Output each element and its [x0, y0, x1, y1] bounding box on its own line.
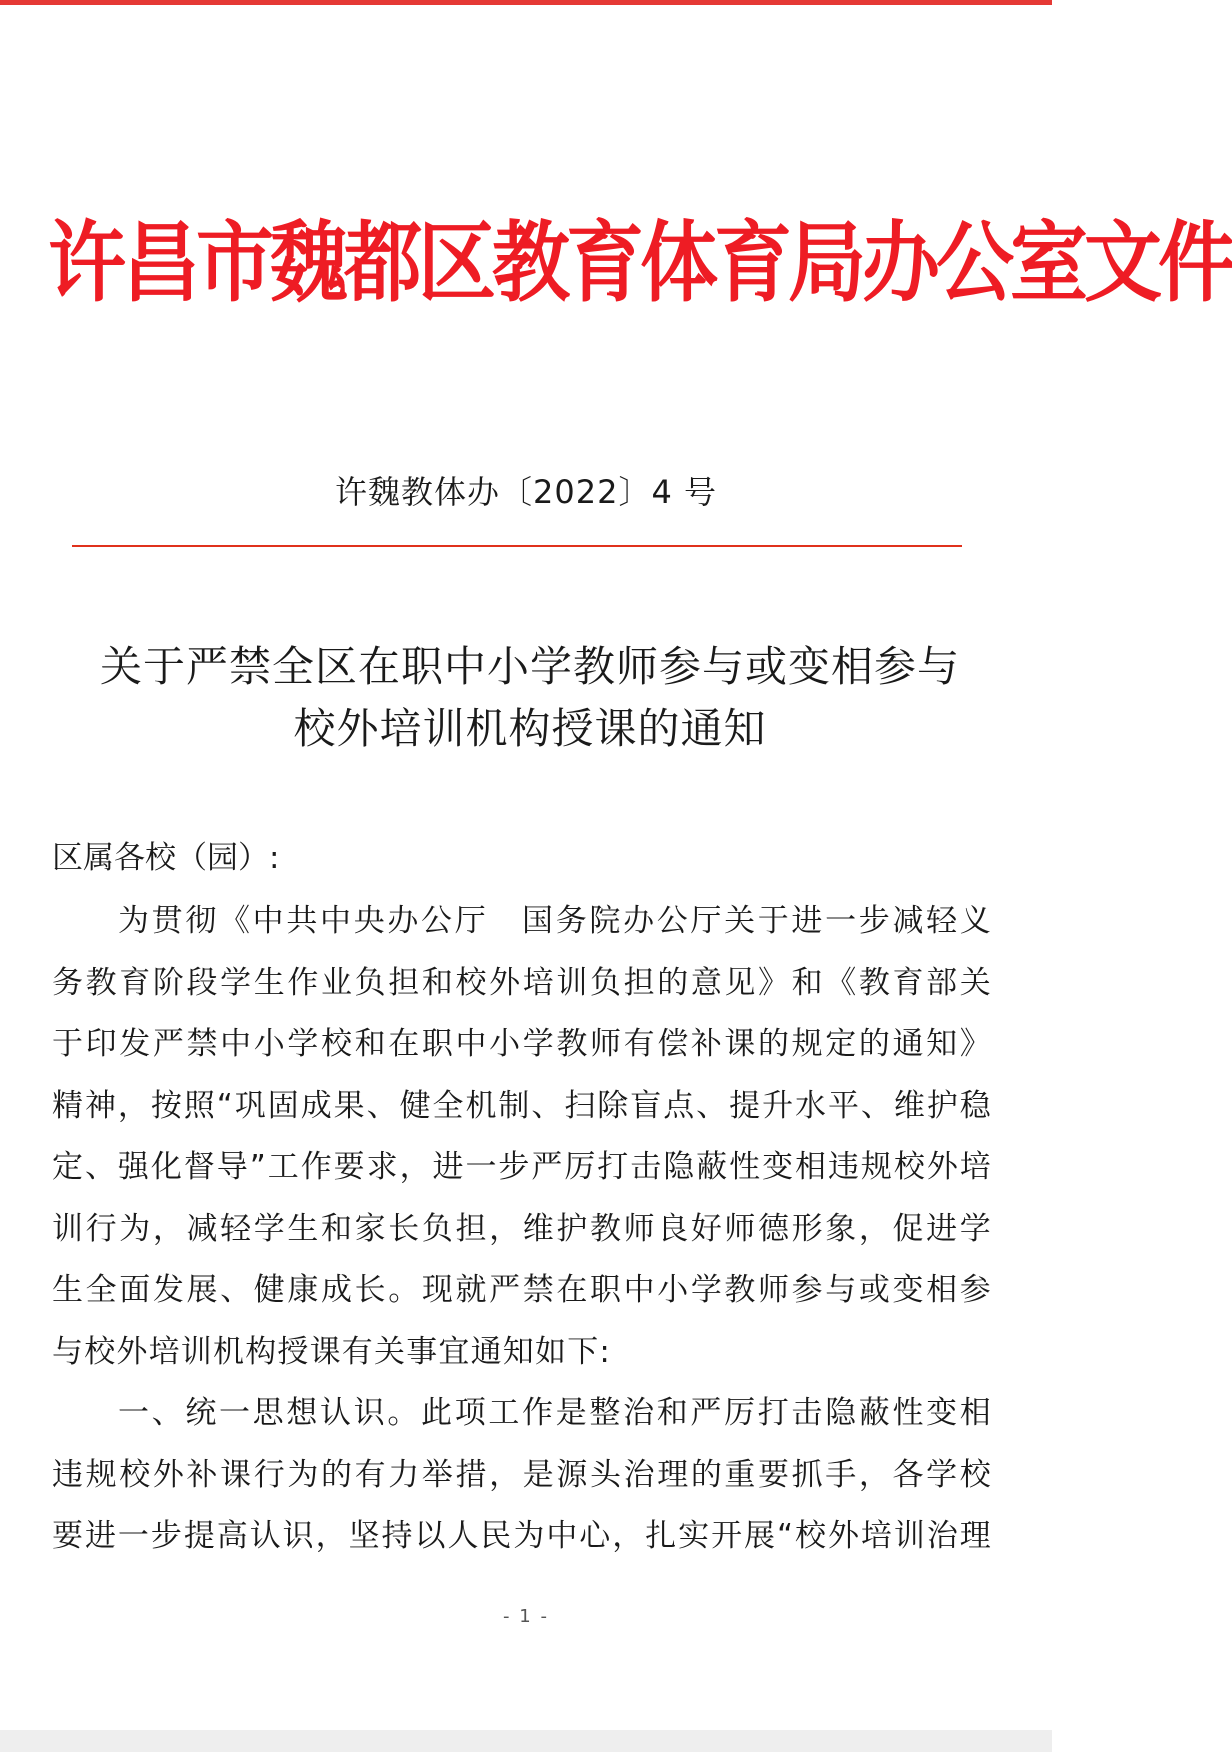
body-line: 精神，按照“巩固成果、健全机制、扫除盲点、提升水平、维护稳: [52, 1087, 992, 1124]
document-number: 许魏教体办〔2022〕4 号: [335, 473, 717, 511]
body-line: 务教育阶段学生作业负担和校外培训负担的意见》和《教育部关: [52, 964, 992, 1001]
body-line: 一、统一思想认识。此项工作是整治和严厉打击隐蔽性变相: [118, 1395, 992, 1431]
body-line: 定、强化督导”工作要求，进一步严厉打击隐蔽性变相违规校外培: [52, 1149, 992, 1185]
body-line: 训行为，减轻学生和家长负担，维护教师良好师德形象，促进学: [52, 1210, 992, 1247]
document-title: [40, 636, 1020, 760]
body-text: [52, 891, 992, 1568]
page-number: - 1 -: [503, 1606, 549, 1627]
body-line: 违规校外补课行为的有力举措，是源头治理的重要抓手，各学校: [52, 1456, 992, 1493]
red-divider-line: [72, 545, 962, 547]
body-line: 要进一步提高认识，坚持以人民为中心，扎实开展“校外培训治理: [52, 1518, 992, 1554]
body-line: 生全面发展、健康成长。现就严禁在职中小学教师参与或变相参: [52, 1272, 992, 1308]
bottom-gray-bar: [0, 1730, 1052, 1752]
document-title-line: 关于严禁全区在职中小学教师参与或变相参与: [99, 642, 960, 691]
body-line: 为贯彻《中共中央办公厅 国务院办公厅关于进一步减轻义: [118, 903, 992, 939]
body-line: 于印发严禁中小学校和在职中小学教师有偿补课的规定的通知》: [52, 1026, 992, 1062]
body-line: 与校外培训机构授课有关事宜通知如下:: [52, 1333, 612, 1370]
header-title: 许昌市魏都区教育体育局办公室文件: [48, 213, 1232, 315]
document-title-line: 校外培训机构授课的通知: [293, 704, 767, 753]
salutation: 区属各校（园）:: [52, 840, 280, 876]
